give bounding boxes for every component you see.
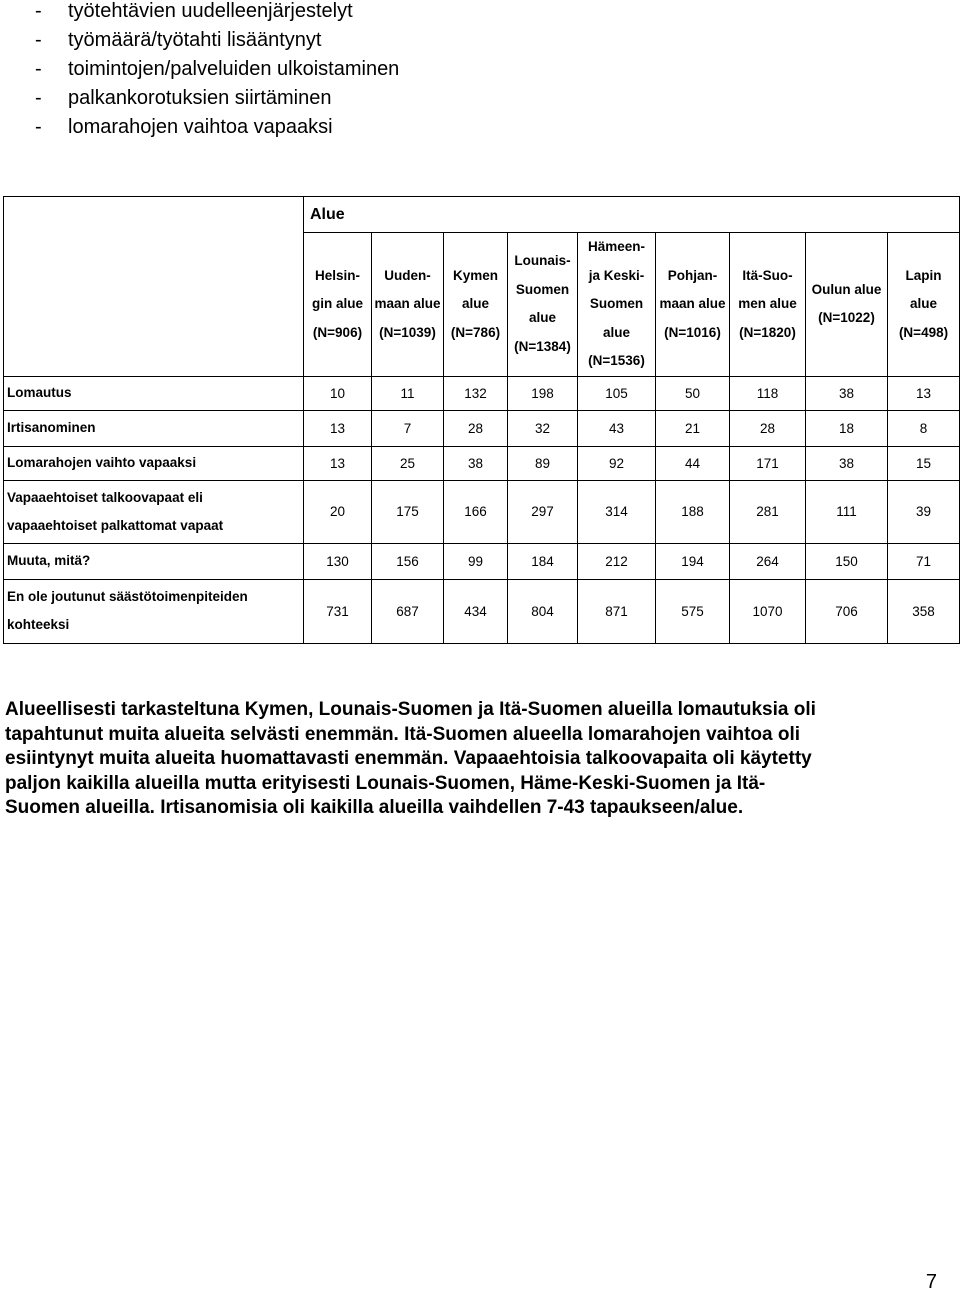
column-header-line: (N=498) xyxy=(898,324,949,340)
row-label-line: Lomautus xyxy=(7,385,72,400)
table-cell: 28 xyxy=(730,410,806,446)
table-cell: 13 xyxy=(888,376,960,410)
table-cell: 434 xyxy=(444,579,508,643)
table-cell: 111 xyxy=(806,480,888,543)
table-cell: 15 xyxy=(888,446,960,480)
column-header-line: (N=1022) xyxy=(818,310,875,326)
column-header-line: men alue xyxy=(738,296,797,311)
table-cell: 281 xyxy=(730,480,806,543)
table-cell: 38 xyxy=(806,446,888,480)
table-cell: 18 xyxy=(806,410,888,446)
summary-line: esiintynyt muita alueita huomattavasti enemmän. Vapaaehtoisia talkoovapaita oli käytetty xyxy=(5,748,812,769)
summary-paragraph xyxy=(5,698,945,821)
bullet-list xyxy=(0,0,399,145)
table-cell: 184 xyxy=(508,543,578,579)
column-header-line: Pohjan- xyxy=(667,267,718,283)
row-label-line: Irtisanominen xyxy=(7,420,96,435)
region-column-header xyxy=(372,233,444,377)
table-cell: 156 xyxy=(372,543,444,579)
table-cell: 13 xyxy=(304,446,372,480)
savings-measures-table xyxy=(3,196,960,644)
row-label xyxy=(4,579,304,643)
bullet-dash: - xyxy=(35,29,42,51)
table-cell: 28 xyxy=(444,410,508,446)
region-column-header xyxy=(578,233,656,377)
bullet-text: työmäärä/työtahti lisääntynyt xyxy=(68,29,322,51)
column-header-line: alue xyxy=(461,296,489,311)
table-cell: 871 xyxy=(578,579,656,643)
column-header-line: (N=906) xyxy=(312,324,363,340)
column-header-line: Suomen xyxy=(515,281,570,297)
table-cell: 264 xyxy=(730,543,806,579)
row-label xyxy=(4,480,304,543)
column-header-line: (N=786) xyxy=(450,324,501,340)
table-row xyxy=(4,410,960,446)
region-group-header: Alue xyxy=(304,197,960,233)
table-cell: 198 xyxy=(508,376,578,410)
table-cell: 130 xyxy=(304,543,372,579)
column-header-line: gin alue xyxy=(311,296,363,311)
table-cell: 20 xyxy=(304,480,372,543)
table-cell: 575 xyxy=(656,579,730,643)
column-header-line: Kymen xyxy=(452,267,498,283)
table-cell: 1070 xyxy=(730,579,806,643)
table-cell: 44 xyxy=(656,446,730,480)
table-cell: 11 xyxy=(372,376,444,410)
column-header-line: maan alue xyxy=(659,296,726,311)
row-label-line: Vapaaehtoiset talkoovapaat eli xyxy=(7,489,203,505)
table-cell: 39 xyxy=(888,480,960,543)
row-label xyxy=(4,446,304,480)
region-column-header xyxy=(730,233,806,377)
row-label-line: vapaaehtoiset palkattomat vapaat xyxy=(7,517,224,533)
table-cell: 8 xyxy=(888,410,960,446)
table-cell: 687 xyxy=(372,579,444,643)
bullet-text: toimintojen/palveluiden ulkoistaminen xyxy=(68,58,400,80)
column-header-line: Oulun alue xyxy=(811,281,882,297)
column-header-line: alue xyxy=(602,324,630,340)
column-header-line: Itä-Suo- xyxy=(742,267,793,283)
column-header-line: Lapin xyxy=(905,267,942,283)
table-cell: 297 xyxy=(508,480,578,543)
page-number: 7 xyxy=(925,1271,937,1293)
summary-line: Suomen alueilla. Irtisanomisia oli kaikilla alueilla vaihdellen 7-43 tapaukseen/alue. xyxy=(5,797,744,818)
bullet-text: palkankorotuksien siirtäminen xyxy=(68,87,332,109)
table-cell: 71 xyxy=(888,543,960,579)
column-header-line: Uuden- xyxy=(384,267,431,283)
bullet-dash: - xyxy=(35,0,42,22)
column-header-line: (N=1820) xyxy=(739,324,796,340)
summary-line: paljon kaikilla alueilla mutta erityisesti Lounais-Suomen, Häme-Keski-Suomen ja Itä- xyxy=(5,772,766,794)
table-cell: 731 xyxy=(304,579,372,643)
table-cell: 194 xyxy=(656,543,730,579)
region-column-header xyxy=(444,233,508,377)
table-cell: 118 xyxy=(730,376,806,410)
column-header-line: (N=1384) xyxy=(514,338,571,354)
row-label-line: Lomarahojen vaihto vapaaksi xyxy=(7,455,197,470)
table-cell: 166 xyxy=(444,480,508,543)
row-label xyxy=(4,543,304,579)
table-cell: 10 xyxy=(304,376,372,410)
summary-line: Alueellisesti tarkasteltuna Kymen, Lounais-Suomen ja Itä-Suomen alueilla lomautuksia oli xyxy=(5,699,816,720)
table-cell: 188 xyxy=(656,480,730,543)
table-cell: 32 xyxy=(508,410,578,446)
column-header-line: Lounais- xyxy=(514,253,571,269)
region-column-header xyxy=(888,233,960,377)
table-row xyxy=(4,446,960,480)
row-label-line: Muuta, mitä? xyxy=(7,553,91,568)
table-cell: 38 xyxy=(806,376,888,410)
row-label xyxy=(4,376,304,410)
table-cell: 175 xyxy=(372,480,444,543)
table-cell: 43 xyxy=(578,410,656,446)
region-column-header xyxy=(656,233,730,377)
table-cell: 13 xyxy=(304,410,372,446)
table-cell: 212 xyxy=(578,543,656,579)
column-header-line: alue xyxy=(910,296,938,311)
table-cell: 38 xyxy=(444,446,508,480)
bullet-item xyxy=(0,116,399,145)
bullet-dash: - xyxy=(35,87,42,109)
bullet-item xyxy=(0,87,399,116)
table-cell: 314 xyxy=(578,480,656,543)
column-header-line: Hämeen- xyxy=(587,239,646,254)
bullet-item xyxy=(0,0,399,29)
column-header-line: (N=1536) xyxy=(588,353,645,368)
table-body xyxy=(4,376,960,643)
table-cell: 7 xyxy=(372,410,444,446)
column-header-line: Helsin- xyxy=(314,267,360,283)
column-header-line: maan alue xyxy=(374,296,441,311)
region-column-header xyxy=(304,233,372,377)
row-label-line: En ole joutunut säästötoimenpiteiden xyxy=(7,589,248,604)
table-corner-cell xyxy=(4,197,304,377)
table-cell: 89 xyxy=(508,446,578,480)
table-cell: 105 xyxy=(578,376,656,410)
column-header-line: Suomen xyxy=(589,296,644,311)
table-cell: 50 xyxy=(656,376,730,410)
bullet-item xyxy=(0,29,399,58)
region-column-header xyxy=(508,233,578,377)
table-cell: 358 xyxy=(888,579,960,643)
bullet-text: työtehtävien uudelleenjärjestelyt xyxy=(68,0,353,22)
column-header-line: (N=1016) xyxy=(664,324,721,340)
summary-line: tapahtunut muita alueita selvästi enemmän. Itä-Suomen alueella lomarahojen vaihtoa oli xyxy=(5,723,801,745)
savings-measures-table-container xyxy=(3,196,959,644)
table-cell: 92 xyxy=(578,446,656,480)
column-header-line: alue xyxy=(528,310,556,326)
bullet-item xyxy=(0,58,399,87)
bullet-dash: - xyxy=(35,58,42,80)
table-cell: 150 xyxy=(806,543,888,579)
table-cell: 171 xyxy=(730,446,806,480)
table-row xyxy=(4,543,960,579)
table-cell: 706 xyxy=(806,579,888,643)
table-cell: 25 xyxy=(372,446,444,480)
table-row xyxy=(4,579,960,643)
table-cell: 99 xyxy=(444,543,508,579)
table-cell: 21 xyxy=(656,410,730,446)
row-label xyxy=(4,410,304,446)
region-column-header xyxy=(806,233,888,377)
row-label-line: kohteeksi xyxy=(7,617,70,632)
table-row xyxy=(4,480,960,543)
table-cell: 804 xyxy=(508,579,578,643)
column-header-line: ja Keski- xyxy=(588,267,645,283)
table-row xyxy=(4,376,960,410)
bullet-dash: - xyxy=(35,116,42,138)
column-header-line: (N=1039) xyxy=(379,324,436,340)
bullet-text: lomarahojen vaihtoa vapaaksi xyxy=(68,116,333,138)
table-cell: 132 xyxy=(444,376,508,410)
